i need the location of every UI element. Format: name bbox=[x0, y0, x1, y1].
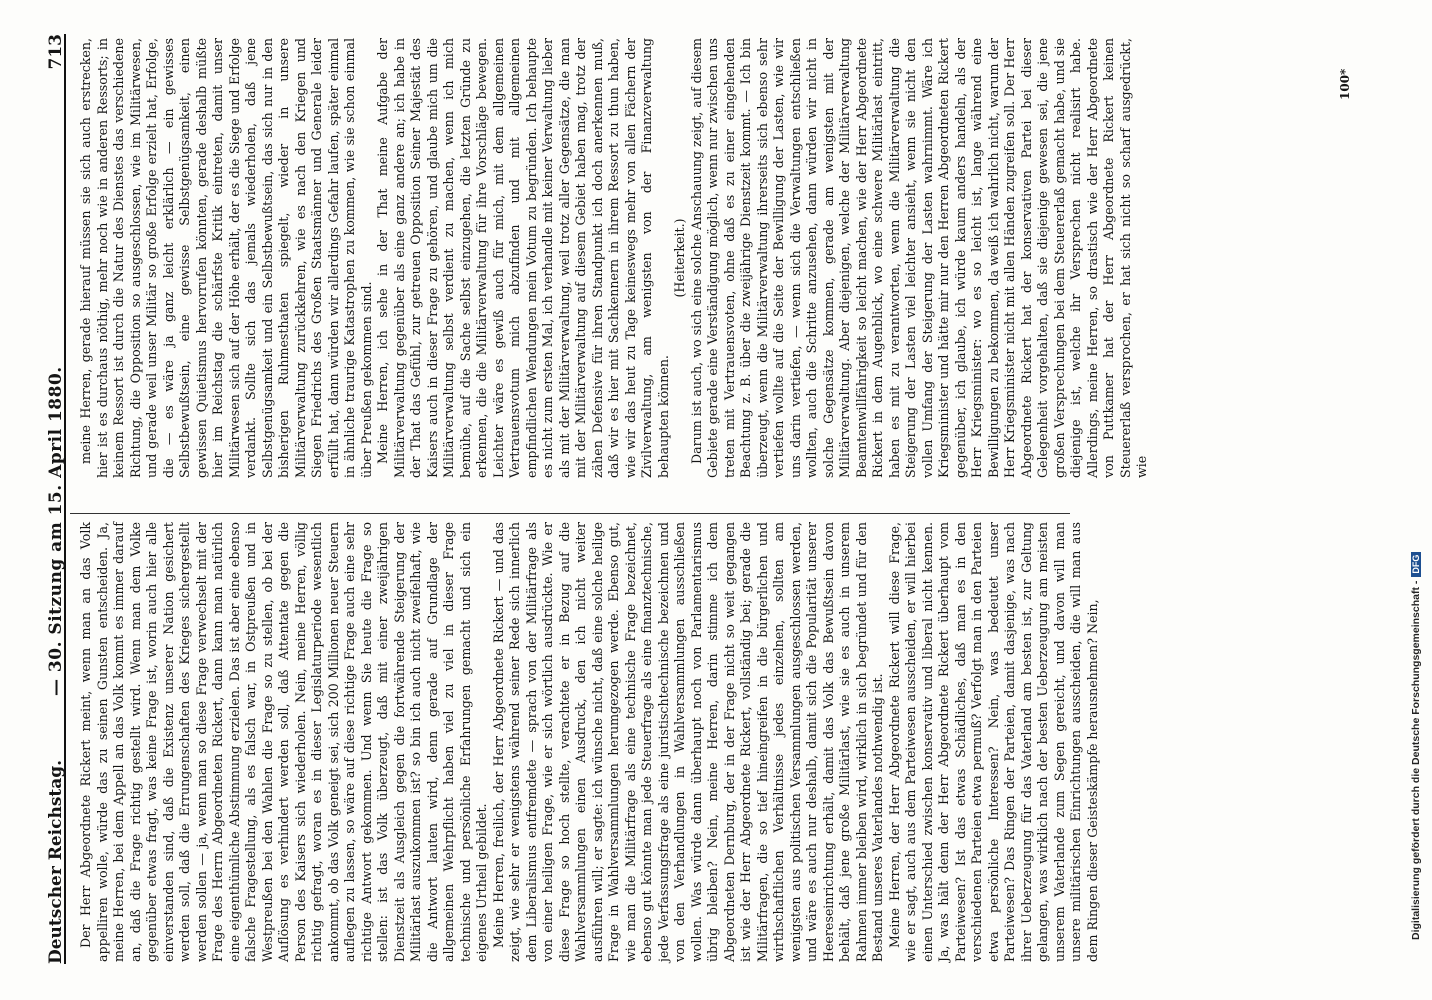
paragraph: Meine Herren, der Herr Abgeordnete Rickert will diese Frage, wie er sagt, auch aus dem Parteiwesen ausscheiden, er will hierbei einen Unterschied zwischen konservativ und liberal nicht kennen. Ja, was hält denn der Herr Abgeordnete Rickert überhaupt vom Parteiwesen? Ist das etwas Schädliches, daß man es in den verschiedenen Parteien etwa permuß? Verfolgt man in den Parteien etwa persönliche Interessen? Nein, was bedeutet unser Parteiwesen? Das Ringen der Parteien, damit dasjenige, was nach ihrer Ueberzeugung für das Vaterland am besten ist, zur Geltung gelangen, was wirklich nach der besten Ueberzeugung am meisten unserem Vaterlande zum Segen gereicht, und davon will man unsere militärischen Einrichtungen ausscheiden, die will man aus dem Ringen dieser Geisteskämpfe herausnehmen? Nein, bbox=[886, 522, 1100, 962]
page-header bbox=[44, 34, 74, 964]
paragraph: Der Herr Abgeordnete Rickert meint, wenn man an das Volk appelliren wolle, würde das zu seinen Gunsten entscheiden. Ja, meine Herren, bei dem Appell an das Volk kommt es immer darauf an, daß die Frage richtig gestellt wird. Wenn man dem Volke gegenüber etwas fragt, was keine Frage ist, worin auch hier alle einverstanden sind, daß die Existenz unserer Nation gesichert werden soll, daß die Errungenschaften des Krieges sichergestellt werden sollen — ja, wenn man so diese Frage verwechselt mit der Frage des Herrn Abgeordneten Rickert, dann kann man natürlich eine eigenthümliche Abstimmung erzielen. Das ist aber eine ebenso falsche Fragestellung, als es falsch war, in Ostpreußen und in Westpreußen bei den Wahlen die Frage so zu stellen, ob bei der Auflösung es verhindert werden soll, daß Attentate gegen die Person des Kaisers sich wiederholen. Nein, meine Herren, völlig richtig gefragt, woran es in dieser Legislaturperiode wesentlich ankommt, ob das Volk geneigt sei, sich 200 Millionen neuer Steuern auflegen zu lassen, so wäre auf diese richtige Frage auch eine sehr richtige Antwort gekommen. Und wenn Sie heute die Frage so stellen: ist das Volk überzeugt, daß mit einer zweijährigen Dienstzeit als Ausgleich gegen die fortwährende Steigerung der Militärlast auszukommen ist? so bin ich auch nicht zweifelhaft, wie die Antwort lauten wird, denn gerade auf Grundlage der allgemeinen Wehrpflicht haben viel zu viel in dieser Frage technische und persönliche Erfahrungen gemacht und sich ein eigenes Urtheil gebildet. bbox=[78, 522, 489, 962]
paragraph: Darum ist auch, wo sich eine solche Anschauung zeigt, auf diesem Gebiete gerade eine Verständigung möglich, wenn nur zwischen uns treten mit Vertrauensvoten, ohne daß es zu einer eingehenden Beachtung z. B. über die zweijährige Dienstzeit kommt. — Ich bin überzeugt, wenn die Militärverwaltung ihrerseits sich ebenso sehr vertiefen wollte auf die Seite der Bewilligung der Lasten, wie wir uns darin vertiefen, — wenn sich die Verwaltungen entschließen wollten, auch die Schritte anzusehen, dann würden wir nicht in solche Gegensätze kommen, gerade am wenigsten mit der Militärverwaltung. Aber diejenigen, welche der Militärverwaltung Beamtenwillfährigkeit so leicht machen, wie der Herr Abgeordnete Rickert in dem Augenblick, wo eine schwere Militärlast eintritt, haben es mit zu verantworten, wenn die Militärverwaltung die Steigerung der Lasten viel leichter ansieht, wenn sie nicht den vollen Umfang der Steigerung der Lasten wahrnimmt. Wäre ich Kriegsminister und hätte mir nur den Herren Abgeordneten Rickert gegenüber, ich glaube, ich würde kaum anders handeln, als der Herr Kriegsminister: wo es so leicht ist, lange während eine Bewilligungen zu bekommen, da weiß ich wahrlich nicht, warum der Herr Kriegsminister nicht mit allen Händen zugreifen soll. Der Herr Abgeordnete Rickert hat der konservativen Partei bei dieser Gelegenheit vorgehalten, daß sie diejenige gewesen sei, die jene großen Versprechungen bei dem Steuererlaß gemacht habe, und sie diejenige ist, welche ihr Versprechen nicht realisirt habe. Allerdings, meine Herren, so drastisch wie der Herr Abgeordnete von Puttkamer hat der Herr Abgeordnete Rickert keinen Steuererlaß versprochen, er hat sich nicht so scharf ausgedrückt, wie bbox=[688, 38, 1149, 478]
header-rule bbox=[64, 34, 66, 964]
right-column bbox=[78, 38, 1151, 478]
left-column bbox=[78, 522, 1101, 962]
sidebar-note bbox=[1410, 120, 1430, 940]
column-divider bbox=[70, 513, 1070, 514]
signature-mark: 100* bbox=[1338, 68, 1352, 100]
funding-text: Digitalisierung gefördert durch die Deutsche Forschungsgemeinschaft - bbox=[1410, 580, 1422, 940]
header-session: — 30. Sitzung am 15. April 1880. bbox=[46, 366, 66, 696]
header-publication: Deutscher Reichstag. bbox=[46, 759, 66, 964]
funding-notice bbox=[1410, 120, 1430, 940]
paragraph: meine Herren, gerade hierauf müssen sie sich auch erstrecken, hier ist es durchaus nöthig, mehr noch wie in anderen Ressorts; in keinem Ressort ist durch die Natur des Dienstes das verschiedene Richtung, die Opposition so ausgeschlossen, wie im Militärwesen, und gerade weil unser Militär so große Erfolge erzielt hat, Erfolge, die — es wäre ja ganz leicht erklärlich — ein gewisses Selbstbewußtsein, eine gewisse Selbstgenügsamkeit, einen gewissen Quietismus hervorrufen könnten, gerade deshalb müßte hier im Reichstag die schärfste Kritik eintreten, damit unser Militärwesen sich auf der Höhe erhält, der es die Siege und Erfolge verdankt. Sollte sich das jemals wiederholen, daß jene Selbstgenügsamkeit und ein Selbstbewußtsein, das sich nur in den bisherigen Ruhmesthaten spiegelt, wieder in unsere Militärverwaltung zurückkehren, wie es nach den Kriegen und Siegen Friedrichs des Großen Staatsmänner und Generale leider erfüllt hat, dann würden wir allerdings Gefahr laufen, später einmal in ähnliche traurige Katastrophen zu kommen, wie sie schon einmal über Preußen gekommen sind. bbox=[78, 38, 374, 478]
dfg-logo: DFG bbox=[1411, 552, 1421, 577]
header-page-number: 713 bbox=[46, 34, 66, 70]
paragraph: Meine Herren, freilich, der Herr Abgeordnete Rickert — und das zeigt, wie sehr er wenigstens während seiner Rede sich innerlich dem Liberalismus entfremdete — sprach von der Militärfrage als von einer heiligen Frage, wie er sich wörtlich ausdrückte. Wie er diese Frage so hoch stellte, verachtete er in Bezug auf die Wahlversammlungen einen Ausdruck, den ich nicht weiter ausführen will; er sagte: ich wünsche nicht, daß eine solche heilige Frage in Wahlversammlungen herumgezogen werde. Ebenso gut, wie man die Militärfrage als eine technische Frage bezeichnet, ebenso gut könnte man jede Steuerfrage als eine finanztechnische, jede Verfassungsfrage als eine juristischtechnische bezeichnen und von den Verhandlungen in Wahlversammlungen ausschließen wollen. Was würde dann überhaupt noch von Parlamentarismus übrig bleiben? Nein, meine Herren, darin stimme ich dem Abgeordneten Dernburg, der in der Frage nicht so weit gegangen ist wie der Herr Abgeordnete Rickert, vollständig bei; gerade die Militärfragen, die so tief hineingreifen in die bürgerlichen und wirthschaftlichen Verhältnisse jedes einzelnen, sollten am wenigsten aus politischen Versammlungen ausgeschlossen werden, und wäre es auch nur deshalb, damit sich die Popularität unserer Heereseinrichtung erhält, damit das Volk das Bewußtsein davon behält, daß jene große Militärlast, wie sie es auch in unserem Rahmen immer bleiben wird, wirklich in sich begründet und für den Bestand unseres Vaterlandes nothwendig ist. bbox=[490, 522, 885, 962]
interjection: (Heiterkeit.) bbox=[672, 218, 687, 298]
paragraph: Meine Herren, ich sehe in der That meine Aufgabe der Militärverwaltung gegenüber als eine ganz andere an; ich habe in der That das Gefühl, zur getreuen Opposition Seiner Majestät des Kaisers auch in dieser Frage zu gehören, und glaube mich um die Militärverwaltung selbst verdient zu machen, wenn ich mich bemühe, auf die Sache selbst einzugehen, die letzten Gründe zu erkennen, die die Militärverwaltung für ihre Vorschläge bewegen. Leichter wäre es gewiß auch für mich, mit dem allgemeinen Vertrauensvotum mich abzufinden und mit allgemeinen empfindlichen Wendungen mein Votum zu begründen. Ich behaupte es nicht zum ersten Mal, ich verhandle mit keiner Verwaltung lieber als mit der Militärverwaltung, weil trotz aller Gegensätze, die man mit der Militärverwaltung auf diesem Gebiet haben mag, trotz der zähen Defensive für ihren Standpunkt ich doch anerkennen muß, daß wir es hier mit Sachkennern in ihrem Ressort zu thun haben, wie wir das heut zu Tage keineswegs mehr von allen Fächern der Zivilverwaltung, am wenigsten von der Finanzverwaltung behaupten können. bbox=[375, 38, 671, 478]
